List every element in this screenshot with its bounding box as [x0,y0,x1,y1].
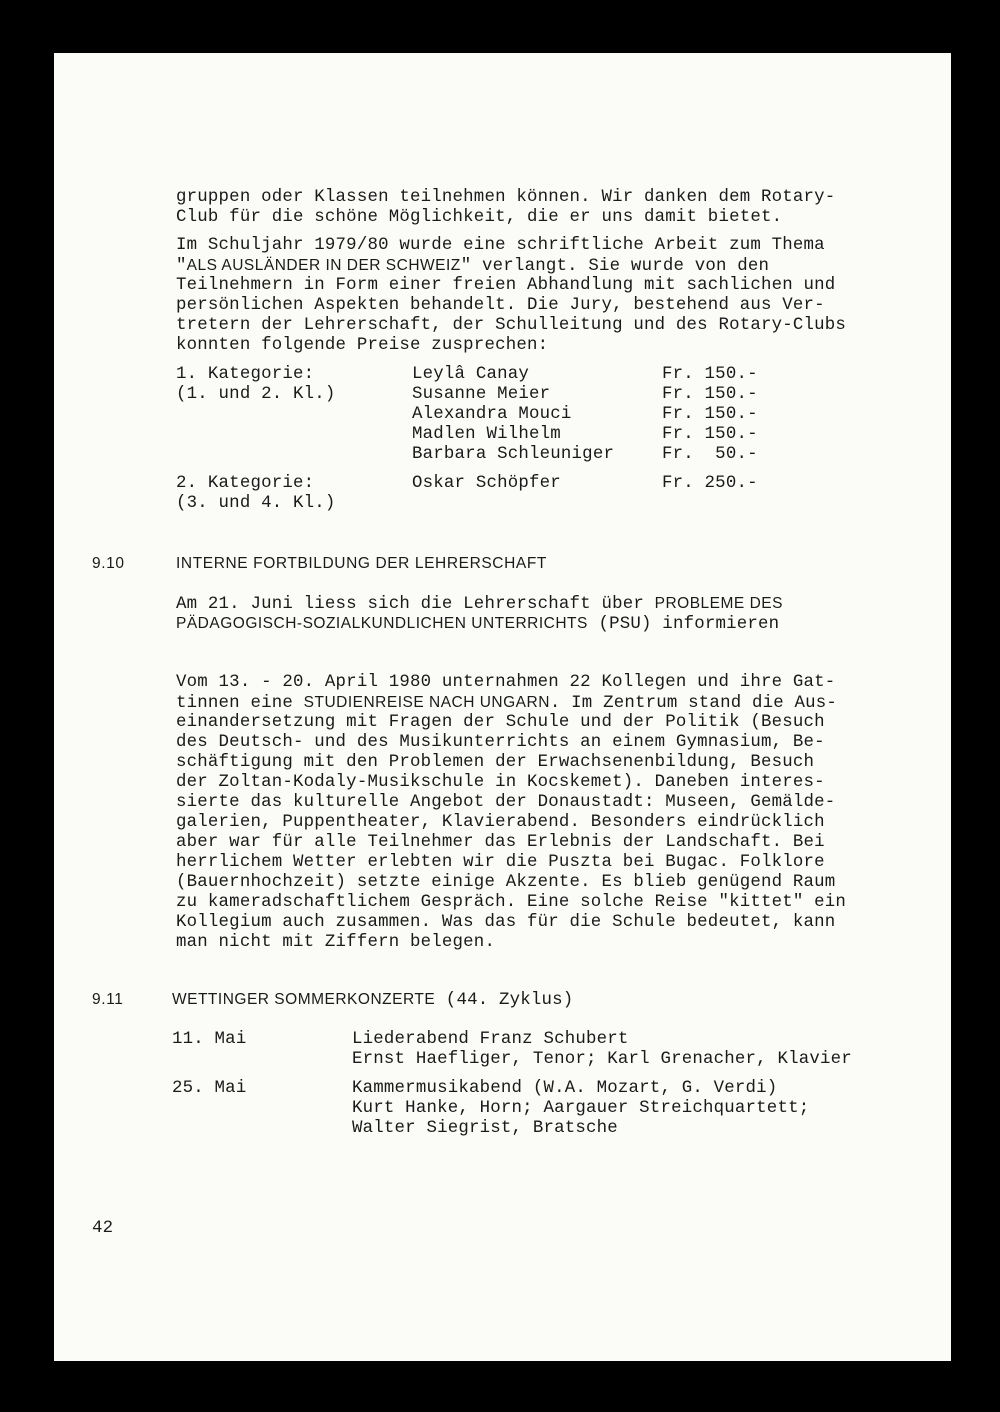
prize-amount: Fr. 250.- [662,474,758,493]
paragraph-line: einandersetzung mit Fragen der Schule und der Politik (Besuch [176,713,825,732]
intro-line: Club für die schöne Möglichkeit, die er uns damit bietet. [176,208,783,227]
paragraph-line: sierte das kulturelle Angebot der Donaustadt: Museen, Gemälde- [176,793,836,812]
winner-name: Oskar Schöpfer [412,474,561,493]
concert-line: Walter Siegrist, Bratsche [352,1119,618,1138]
category-label: (3. und 4. Kl.) [176,494,336,513]
paragraph-line: zu kameradschaftlichem Gespräch. Eine solche Reise "kittet" ein [176,893,847,912]
paragraph-line: herrlichem Wetter erlebten wir die Puszta bei Bugac. Folklore [176,853,825,872]
prize-amount: Fr. 150.- [662,385,758,404]
paragraph-line: galerien, Puppentheater, Klavierabend. Besonders eindrücklich [176,813,825,832]
section-title: WETTINGER SOMMERKONZERTE (44. Zyklus) [172,991,574,1010]
prize-amount: Fr. 150.- [662,365,758,384]
section-number: 9.10 [92,555,125,572]
paragraph-line: (Bauernhochzeit) setzte einige Akzente. Es blieb genügend Raum [176,873,836,892]
document-page [54,53,951,1361]
concert-date: 25. Mai [172,1079,247,1098]
paragraph-line: konnten folgende Preise zusprechen: [176,336,549,355]
paragraph-line: Teilnehmern in Form einer freien Abhandlung mit sachlichen und [176,276,836,295]
paragraph-line: aber war für alle Teilnehmer das Erlebnis der Landschaft. Bei [176,833,825,852]
prize-amount: Fr. 150.- [662,425,758,444]
winner-name: Leylâ Canay [412,365,529,384]
paragraph-line: Kollegium auch zusammen. Was das für die Schule bedeutet, kann [176,913,836,932]
intro-line: gruppen oder Klassen teilnehmen können. Wir danken dem Rotary- [176,188,836,207]
concert-line: Kammermusikabend (W.A. Mozart, G. Verdi) [352,1079,778,1098]
concert-line: Kurt Hanke, Horn; Aargauer Streichquartett; [352,1099,810,1118]
concert-date: 11. Mai [172,1030,247,1049]
section-title: INTERNE FORTBILDUNG DER LEHRERSCHAFT [176,555,547,572]
paragraph-line: des Deutsch- und des Musikunterrichts an einem Gymnasium, Be- [176,733,825,752]
concert-line: Liederabend Franz Schubert [352,1030,629,1049]
category-label: 1. Kategorie: [176,365,315,384]
paragraph-line: der Zoltan-Kodaly-Musikschule in Kocskemet). Daneben interes- [176,773,825,792]
section-number: 9.11 [92,991,124,1008]
prize-amount: Fr. 150.- [662,405,758,424]
category-label: (1. und 2. Kl.) [176,385,336,404]
essay-topic: ALS AUSLÄNDER IN DER SCHWEIZ [186,257,461,274]
paragraph-line: "ALS AUSLÄNDER IN DER SCHWEIZ" verlangt. Sie wurde von den [176,257,770,276]
paragraph-line: tretern der Lehrerschaft, der Schulleitung und des Rotary-Clubs [176,316,847,335]
winner-name: Barbara Schleuniger [412,445,615,464]
concert-line: Ernst Haefliger, Tenor; Karl Grenacher, Klavier [352,1050,852,1069]
winner-name: Madlen Wilhelm [412,425,561,444]
prize-amount: Fr. 50.- [662,445,758,464]
paragraph-line: schäftigung mit den Problemen der Erwachsenenbildung, Besuch [176,753,815,772]
page-number: 42 [92,1219,114,1238]
category-label: 2. Kategorie: [176,474,315,493]
paragraph-line: Am 21. Juni liess sich die Lehrerschaft über PROBLEME DES [176,595,783,614]
winner-name: Alexandra Mouci [412,405,572,424]
winner-name: Susanne Meier [412,385,551,404]
paragraph-line: PÄDAGOGISCH-SOZIALKUNDLICHEN UNTERRICHTS (PSU) informieren [176,615,780,634]
paragraph-line: Im Schuljahr 1979/80 wurde eine schriftliche Arbeit zum Thema [176,236,825,255]
paragraph-line: Vom 13. - 20. April 1980 unternahmen 22 Kollegen und ihre Gat- [176,673,836,692]
paragraph-line: persönlichen Aspekten behandelt. Die Jury, bestehend aus Ver- [176,296,825,315]
paragraph-line: man nicht mit Ziffern belegen. [176,933,496,952]
paragraph-line: tinnen eine STUDIENREISE NACH UNGARN. Im Zentrum stand die Aus- [176,694,838,713]
